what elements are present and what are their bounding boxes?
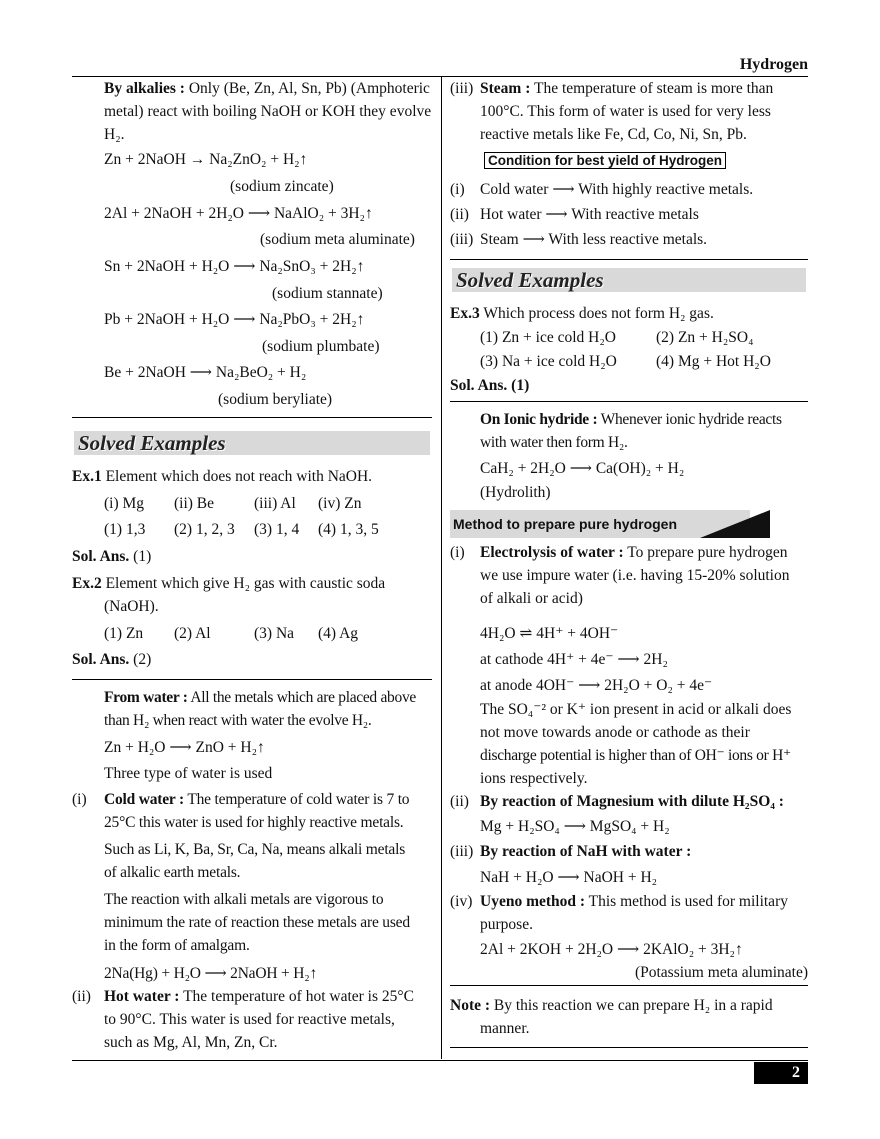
alkalies-paragraph (104, 77, 432, 146)
ex2-text: Element which give H₂ gas with caustic soda (101, 575, 386, 592)
sol1-label: Sol. Ans. (72, 548, 130, 565)
ionic-heading: On Ionic hydride : (480, 411, 598, 428)
condition-num: (iii) (450, 231, 474, 248)
ex1-opt: (i) Mg (104, 495, 145, 512)
footer-rule (72, 1060, 808, 1061)
solved-examples-banner (74, 431, 430, 455)
alkalies-text: Only (Be, Zn, Al, Sn, Pb) (Amphoteric (184, 80, 430, 97)
solved-examples-banner (452, 268, 806, 292)
eq-al-name: (sodium meta aluminate) (260, 231, 415, 248)
eq-anode: at anode 4OH⁻ ⟶ 2H₂O + O₂ + 4e⁻ (480, 677, 713, 694)
condition-text: Cold water ⟶ With highly reactive metals. (480, 181, 754, 198)
eq-zn: Zn + 2NaOH → Na₂ZnO₂ + H₂↑ (104, 151, 308, 168)
rule (450, 985, 808, 986)
water-paragraph (104, 686, 432, 732)
water-text-2: than H₂ when react with water the evolve H₂. (104, 712, 372, 729)
ex3-question (450, 302, 808, 325)
ionic-text-2: with water then form H₂. (480, 434, 628, 451)
eq-cah2: CaH₂ + 2H₂O ⟶ Ca(OH)₂ + H₂ (480, 460, 685, 477)
ex3-opt: (1) Zn + ice cold H₂O (480, 329, 616, 346)
eq-be: Be + 2NaOH ⟶ Na₂BeO₂ + H₂ (104, 364, 307, 381)
cold-text-7: in the form of amalgam. (104, 937, 250, 954)
note-text: By this reaction we can prepare H₂ in a rapid (490, 997, 773, 1014)
condition-list (450, 178, 808, 253)
left-column (72, 0, 432, 1060)
sol1-value: (1) (129, 548, 152, 565)
banner-corner-shape (690, 510, 770, 538)
m2-num: (ii) (450, 793, 469, 810)
eq-sn-name: (sodium stannate) (272, 285, 383, 302)
ex2-question (72, 572, 432, 595)
eq-zn-name: (sodium zincate) (230, 178, 334, 195)
eq-al: 2Al + 2NaOH + 2H₂O ⟶ NaAlO₂ + 3H₂↑ (104, 205, 373, 222)
condition-text: Steam ⟶ With less reactive metals. (480, 231, 708, 248)
eq-pb: Pb + 2NaOH + H₂O ⟶ Na₂PbO₃ + 2H₂↑ (104, 311, 365, 328)
m1-text-3: of alkali or acid) (480, 590, 583, 607)
ex1-opt: (iii) Al (254, 495, 296, 512)
alkalies-heading: By alkalies : (104, 80, 185, 97)
sol1 (72, 545, 432, 568)
m3-num: (iii) (450, 843, 474, 860)
cold-text-2: 25°C this water is used for highly reactive metals. (104, 814, 404, 831)
ex1-choice: (2) 1, 2, 3 (174, 521, 235, 538)
rule (450, 259, 808, 260)
eq-uyeno-name: (Potassium meta aluminate) (634, 964, 808, 981)
ex1-choice: (4) 1, 3, 5 (318, 521, 379, 538)
condition-text: Hot water ⟶ With reactive metals (480, 206, 699, 223)
ex2-label: Ex.2 (72, 575, 102, 592)
m1-text: To prepare pure hydrogen (623, 544, 788, 561)
running-header: Hydrogen (739, 56, 808, 73)
alkalies-text-2: metal) react with boiling NaOH or KOH they evolve (104, 103, 432, 120)
cold-text-6: minimum the rate of reaction these metals are used (104, 914, 410, 931)
water-text: All the metals which are placed above (187, 689, 416, 706)
ex3-opt: (4) Mg + Hot H₂O (656, 353, 771, 370)
hot-num: (ii) (72, 988, 91, 1005)
eq-be-name: (sodium beryliate) (218, 391, 333, 408)
m1-heading: Electrolysis of water : (480, 544, 624, 561)
column-divider (441, 77, 442, 1059)
ex2-opt: (1) Zn (104, 625, 144, 642)
method-heading: Method to prepare pure hydrogen (453, 516, 678, 532)
sol2-value: (2) (129, 651, 152, 668)
ex1-question (72, 465, 432, 488)
ex2-opt: (2) Al (174, 625, 211, 642)
note-text-2: manner. (480, 1020, 530, 1037)
right-column (450, 0, 808, 1060)
sol2-label: Sol. Ans. (72, 651, 130, 668)
condition-num: (ii) (450, 206, 469, 223)
eq-amalgam: 2Na(Hg) + H₂O ⟶ 2NaOH + H₂↑ (104, 965, 317, 982)
ex3-opt: (2) Zn + H₂SO₄ (656, 329, 754, 346)
eq-water-zn: Zn + H₂O ⟶ ZnO + H₂↑ (104, 739, 265, 756)
m3-heading: By reaction of NaH with water : (480, 843, 692, 860)
page-number: 2 (754, 1062, 808, 1084)
condition-box-wrap (484, 151, 842, 171)
hot-heading: Hot water : (104, 988, 180, 1005)
m1-num: (i) (450, 544, 465, 561)
cold-heading: Cold water : (104, 791, 184, 808)
eq-nah: NaH + H₂O ⟶ NaOH + H₂ (480, 869, 658, 886)
ex1-label: Ex.1 (72, 468, 102, 485)
hot-text: The temperature of hot water is 25°C (179, 988, 414, 1005)
eq-uyeno: 2Al + 2KOH + 2H₂O ⟶ 2KAlO₂ + 3H₂↑ (480, 941, 743, 958)
m4-num: (iv) (450, 893, 473, 910)
cold-text-5: The reaction with alkali metals are vigorous to (104, 891, 384, 908)
rule (450, 1047, 808, 1048)
steam-num: (iii) (450, 80, 474, 97)
rule (72, 417, 432, 418)
m2-heading: By reaction of Magnesium with dilute H₂SO₄ : (480, 793, 784, 810)
ex2-text-2: (NaOH). (104, 598, 159, 615)
cold-text: The temperature of cold water is 7 to (183, 791, 410, 808)
ex3-label: Ex.3 (450, 305, 480, 322)
hot-text-2: to 90°C. This water is used for reactive metals, (104, 1011, 395, 1028)
ex3-text: Which process does not form H₂ gas. (479, 305, 714, 322)
m1-text-5: not move towards anode or cathode as their (480, 724, 750, 741)
cold-num: (i) (72, 791, 87, 808)
solved-examples-title: Solved Examples (456, 268, 604, 292)
ex3-options (480, 326, 838, 374)
cold-text-3: Such as Li, K, Ba, Sr, Ca, Na, means alkali metals (104, 841, 406, 858)
ionic-text: Whenever ionic hydride reacts (597, 411, 782, 428)
note-label: Note : (450, 997, 491, 1014)
condition-num: (i) (450, 181, 465, 198)
ex3-opt: (3) Na + ice cold H₂O (480, 353, 617, 370)
eq-cah2-name: (Hydrolith) (480, 484, 551, 501)
alkalies-text-3: H₂. (104, 126, 125, 143)
m4-text-2: purpose. (480, 916, 533, 933)
ionic-paragraph (480, 408, 808, 454)
eq-mg: Mg + H₂SO₄ ⟶ MgSO₄ + H₂ (480, 818, 670, 835)
ex1-choice: (1) 1,3 (104, 521, 146, 538)
cold-text-4: of alkalic earth metals. (104, 864, 241, 881)
steam-text-2: 100°C. This form of water is used for very less (480, 103, 771, 120)
ex1-opt: (iv) Zn (318, 495, 362, 512)
ex1-text: Element which does not reach with NaOH. (101, 468, 373, 485)
steam-heading: Steam : (480, 80, 531, 97)
eq-pb-name: (sodium plumbate) (262, 338, 380, 355)
m1-text-7: ions respectively. (480, 770, 588, 787)
ex1-opt: (ii) Be (174, 495, 215, 512)
m4-heading: Uyeno method : (480, 893, 586, 910)
hot-text-3: such as Mg, Al, Mn, Zn, Cr. (104, 1034, 278, 1051)
sol3: Sol. Ans. (1) (450, 377, 530, 394)
m1-text-4: The SO₄⁻² or K⁺ ion present in acid or alkali does (480, 701, 792, 718)
eq-electrolysis: 4H₂O ⇌ 4H⁺ + 4OH⁻ (480, 625, 619, 642)
note (450, 994, 808, 1040)
water-types: Three type of water is used (104, 765, 273, 782)
ex1-choice: (3) 1, 4 (254, 521, 300, 538)
m1-text-6: discharge potential is higher than of OH⁻ ions or H⁺ (480, 747, 791, 764)
condition-box: Condition for best yield of Hydrogen (484, 152, 726, 169)
rule (450, 401, 808, 402)
rule (72, 679, 432, 680)
sol2 (72, 648, 432, 671)
eq-cathode: at cathode 4H⁺ + 4e⁻ ⟶ 2H₂ (480, 651, 668, 668)
solved-examples-title: Solved Examples (78, 431, 226, 455)
m1-text-2: we use impure water (i.e. having 15-20% solution (480, 567, 790, 584)
steam-text-3: reactive metals like Fe, Cd, Co, Ni, Sn, Pb. (480, 126, 747, 143)
method-banner (450, 510, 770, 538)
steam-text: The temperature of steam is more than (530, 80, 774, 97)
eq-sn: Sn + 2NaOH + H₂O ⟶ Na₂SnO₃ + 2H₂↑ (104, 258, 365, 275)
water-heading: From water : (104, 689, 188, 706)
ex2-opt: (3) Na (254, 625, 295, 642)
ex2-opt: (4) Ag (318, 625, 359, 642)
m4-text: This method is used for military (585, 893, 788, 910)
